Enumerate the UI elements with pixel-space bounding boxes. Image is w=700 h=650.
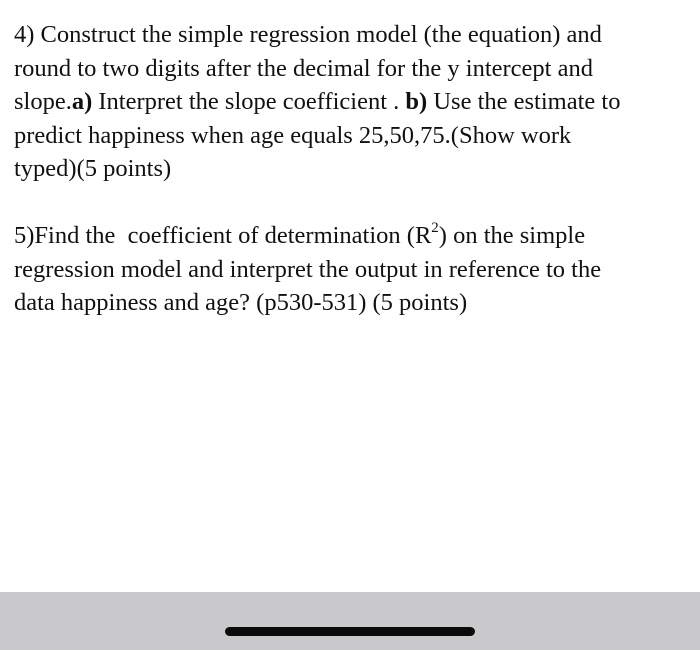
question-4-line-2: round to two digits after the decimal for the y intercept and <box>14 54 593 82</box>
question-4-slope-text: slope. <box>14 88 72 115</box>
question-4-estimate-text: Use the estimate to <box>427 88 621 115</box>
question-4-line-1: 4) Construct the simple regression model (the equation) and <box>14 21 602 48</box>
question-5-text-start: 5)Find the coefficient of determination (R <box>14 222 432 249</box>
question-4-line-5: typed)(5 points) <box>14 155 172 182</box>
question-5 <box>14 219 690 320</box>
question-4 <box>14 18 690 186</box>
question-5-line-2: regression model and interpret the output in reference to the <box>14 255 602 283</box>
part-a-label: a) <box>71 88 93 115</box>
question-4-line-4: predict happiness when age equals 25,50,75.(Show work <box>14 121 572 149</box>
question-5-text-end: ) on the simple <box>438 222 586 249</box>
question-4-interpret-text: Interpret the slope coefficient . <box>92 88 406 115</box>
question-4-line-3 <box>14 85 690 119</box>
home-indicator[interactable] <box>225 627 475 636</box>
question-5-line-3: data happiness and age? (p530-531) (5 points) <box>14 289 468 316</box>
question-5-line-1 <box>14 219 690 253</box>
bottom-bar <box>0 592 700 650</box>
r-squared-superscript: 2 <box>431 219 439 236</box>
part-b-label: b) <box>405 88 428 115</box>
